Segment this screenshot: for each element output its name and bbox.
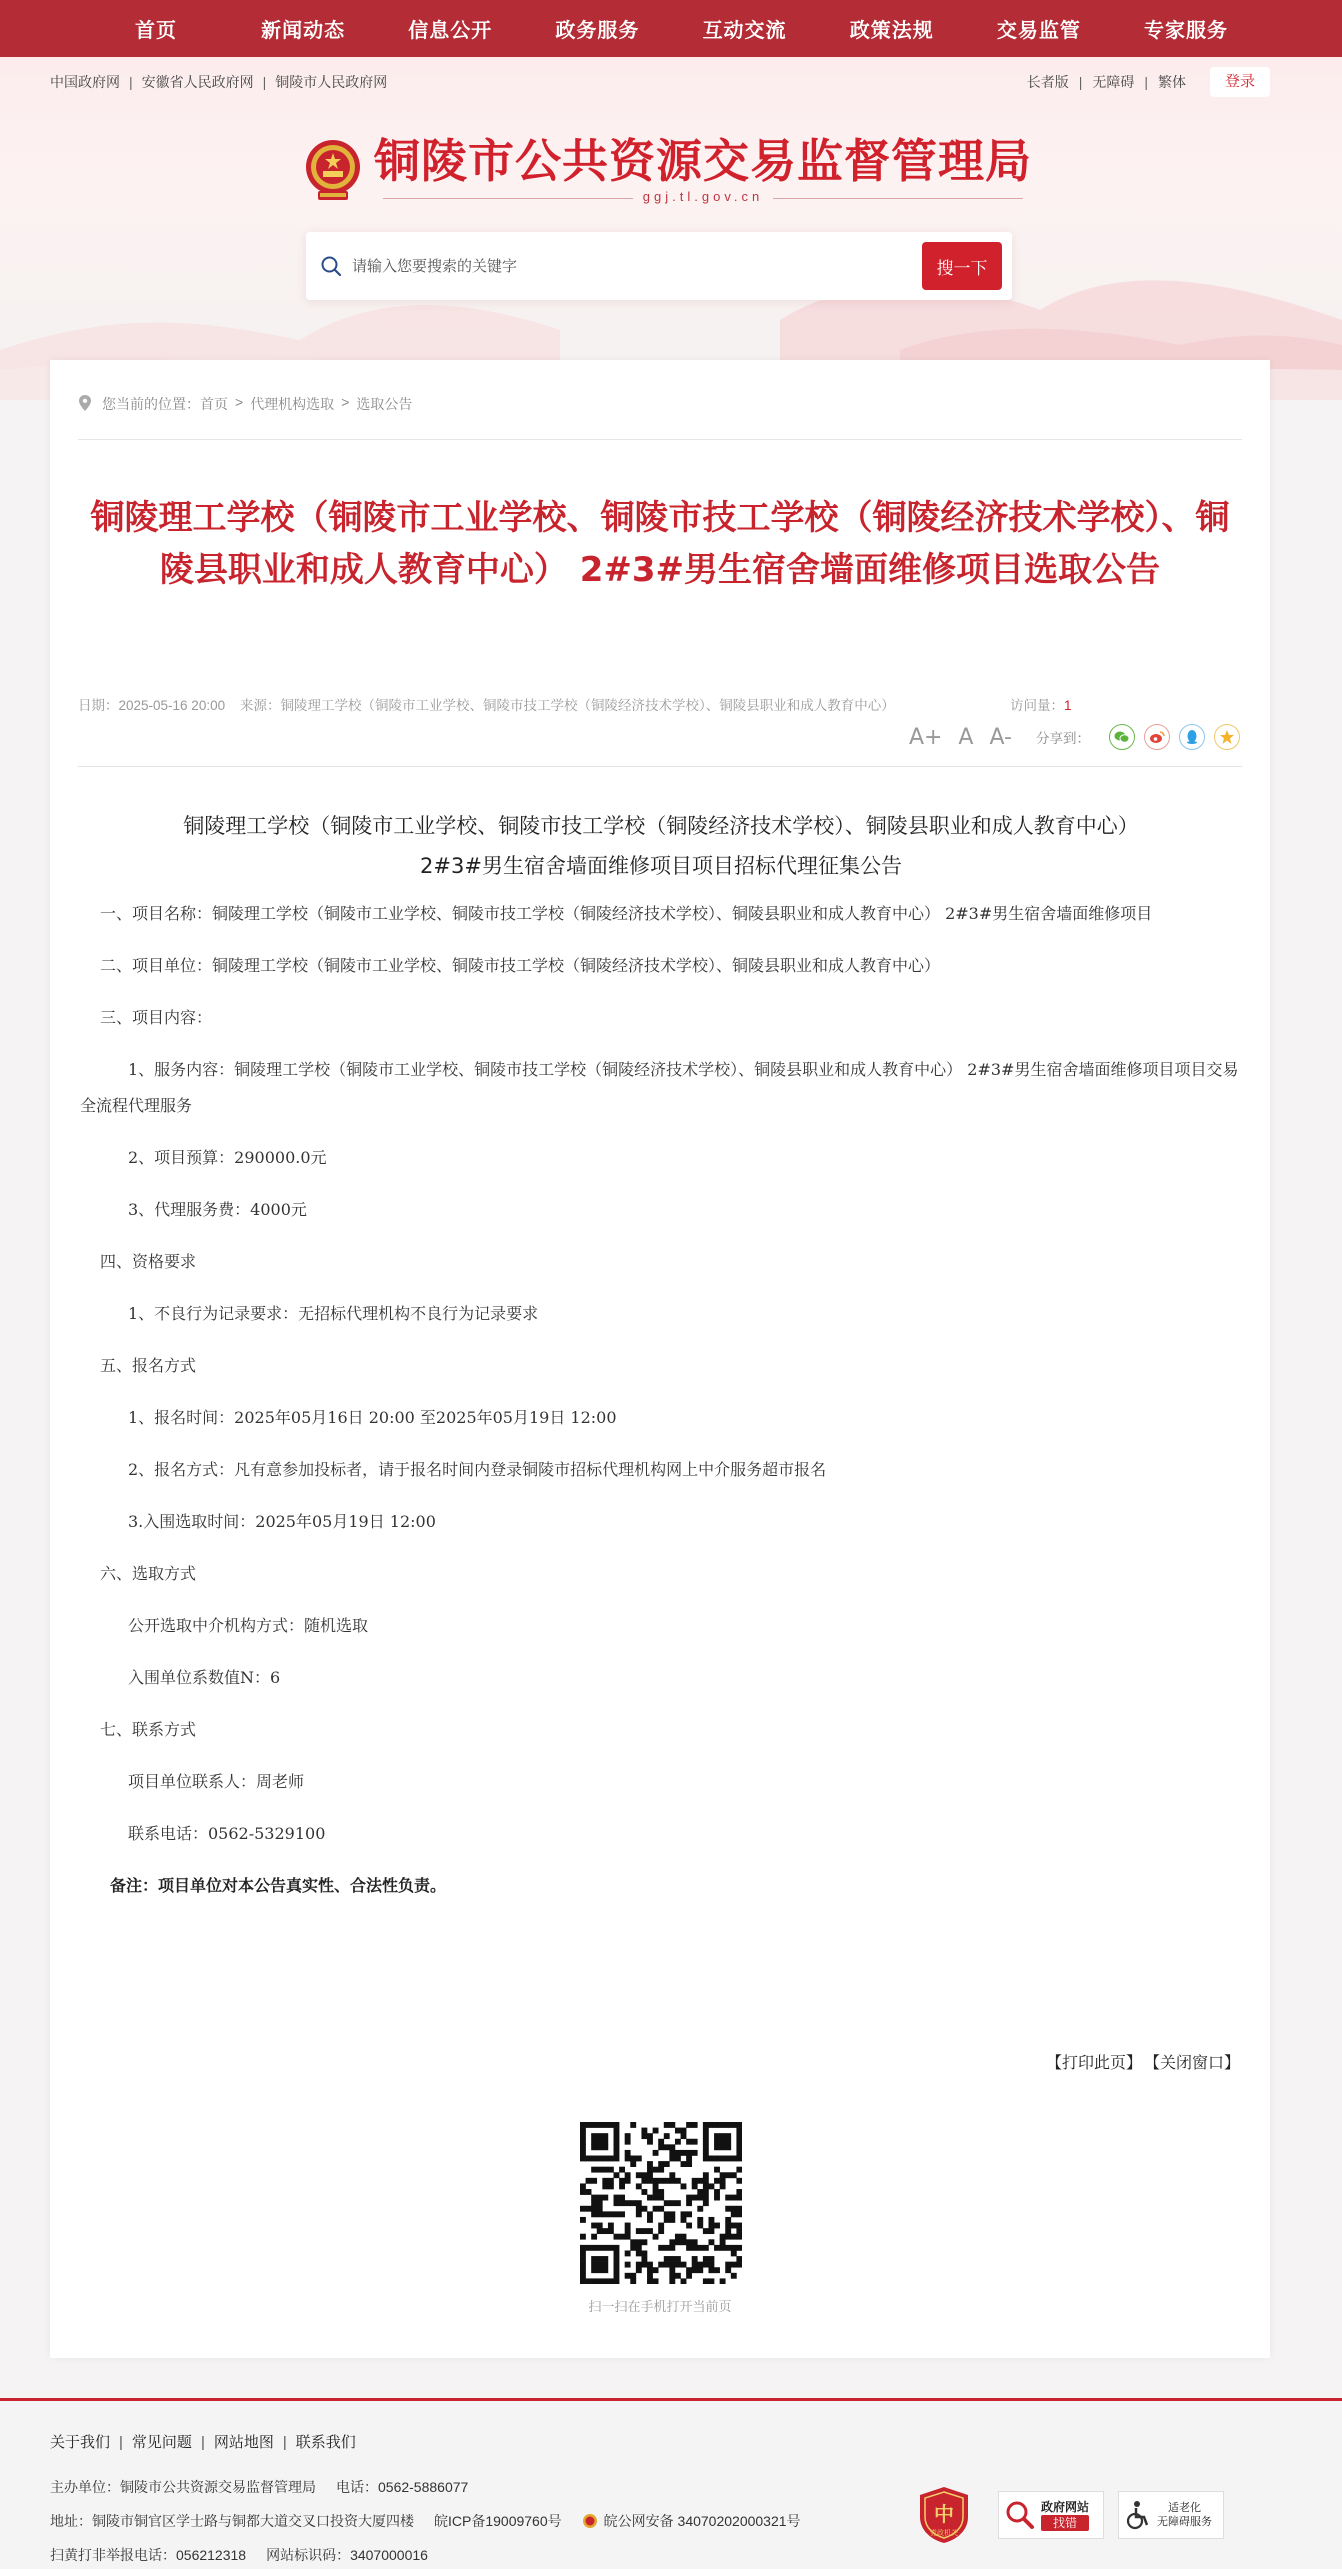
article-card <box>50 360 1270 2358</box>
nav-item-services[interactable]: 政务服务 <box>555 20 640 42</box>
paragraph-selection-time: 3.入围选取时间：2025年05月19日 12:00 <box>128 1512 436 1531</box>
meta-divider <box>78 766 1242 767</box>
font-increase-button[interactable]: A+ <box>908 724 943 750</box>
link-china-gov[interactable]: 中国政府网 <box>50 74 120 90</box>
nav-item-experts[interactable]: 专家服务 <box>1143 20 1228 42</box>
paragraph-selection-mode: 公开选取中介机构方式：随机选取 <box>128 1616 369 1635</box>
footer-address-line <box>50 2511 821 2531</box>
article-subtitle-line-2: 2#3#男生宿舍墙面维修项目项目招标代理征集公告 <box>420 854 902 878</box>
paragraph-coefficient: 入围单位系数值N：6 <box>128 1668 281 1687</box>
paragraph-contact: 七、联系方式 <box>100 1720 197 1739</box>
party-government-badge-icon[interactable] <box>914 2485 974 2545</box>
breadcrumb-agency-selection[interactable]: 代理机构选取 <box>250 396 335 412</box>
nav-item-info[interactable]: 信息公开 <box>408 20 493 42</box>
gov-site-error-badge[interactable] <box>998 2491 1104 2539</box>
site-title: 铜陵市公共资源交易监督管理局 <box>374 134 1032 188</box>
footer-phone: 电话：0562-5886077 <box>336 2479 469 2495</box>
site-domain: ggj.tl.gov.cn <box>383 189 1023 204</box>
paragraph-registration: 五、报名方式 <box>100 1356 197 1375</box>
footer-badges <box>914 2485 1224 2545</box>
paragraph-project-unit: 二、项目单位：铜陵理工学校（铜陵市工业学校、铜陵市技工学校（铜陵经济技术学校）、铜陵县职业和成人教育中心） <box>100 956 941 975</box>
elder-accessibility-badge[interactable] <box>1118 2491 1224 2539</box>
link-elder-mode[interactable]: 长者版 <box>1026 74 1069 90</box>
article-subtitle <box>80 806 1242 886</box>
breadcrumb-selection-notice[interactable]: 选取公告 <box>356 396 413 412</box>
visit-count <box>1010 694 1072 714</box>
footer-address: 地址：铜陵市铜官区学士路与铜都大道交叉口投资大厦四楼 <box>50 2513 414 2529</box>
search-bar <box>306 232 1012 300</box>
breadcrumb-separator: > <box>235 394 244 410</box>
footer-icp[interactable]: 皖ICP备19009760号 <box>434 2513 562 2529</box>
footer-host-line <box>50 2477 488 2497</box>
footer-link-about[interactable]: 关于我们 <box>50 2434 111 2451</box>
gov-site-error-line-2: 找错 <box>1041 2515 1089 2531</box>
search-input[interactable] <box>352 258 922 275</box>
separator: | <box>1144 74 1148 90</box>
footer-host: 主办单位：铜陵市公共资源交易监督管理局 <box>50 2479 316 2495</box>
breadcrumb-separator: > <box>341 394 350 410</box>
location-pin-icon <box>78 394 92 412</box>
qq-share-icon[interactable] <box>1179 724 1205 750</box>
publish-date: 日期：2025-05-16 20:00 <box>78 698 226 713</box>
national-emblem-icon <box>304 137 362 203</box>
site-logo[interactable] <box>304 135 1032 204</box>
utility-links <box>1027 67 1270 97</box>
share-label: 分享到： <box>1036 731 1090 746</box>
close-window-link[interactable]: 【关闭窗口】 <box>1151 2055 1240 2072</box>
paragraph-budget: 2、项目预算：290000.0元 <box>128 1148 327 1167</box>
page-actions <box>1036 2050 1240 2073</box>
search-button[interactable]: 搜一下 <box>922 242 1002 290</box>
qzone-share-icon[interactable] <box>1214 724 1240 750</box>
gov-links <box>50 72 387 92</box>
link-tongling-gov[interactable]: 铜陵市人民政府网 <box>275 74 388 90</box>
elder-badge-line-2: 无障碍服务 <box>1157 2516 1212 2528</box>
magnifier-icon <box>1005 2500 1035 2530</box>
print-page-link[interactable]: 【打印此页】 <box>1045 2055 1142 2072</box>
link-anhui-gov[interactable]: 安徽省人民政府网 <box>141 74 254 90</box>
qr-caption: 扫一扫在手机打开当前页 <box>588 2299 732 2314</box>
separator: | <box>262 74 267 90</box>
footer-site-code: 网站标识码：3407000016 <box>266 2547 428 2563</box>
main-nav <box>0 0 1342 57</box>
police-badge-icon <box>582 2513 598 2529</box>
footer-report: 扫黄打非举报电话：056212318 <box>50 2547 247 2563</box>
nav-item-home[interactable]: 首页 <box>135 20 177 42</box>
paragraph-selection-method: 六、选取方式 <box>100 1564 197 1583</box>
breadcrumb-prefix: 您当前的位置： <box>102 396 200 412</box>
font-decrease-button[interactable]: A- <box>989 724 1012 750</box>
paragraph-registration-method: 2、报名方式：凡有意参加投标者，请于报名时间内登录铜陵市招标代理机构网上中介服务超市报名 <box>128 1460 827 1479</box>
separator: | <box>129 74 133 90</box>
elder-badge-line-1: 适老化 <box>1168 2502 1201 2514</box>
wechat-share-icon[interactable] <box>1109 724 1135 750</box>
breadcrumb <box>78 394 1242 440</box>
paragraph-contact-person: 项目单位联系人：周老师 <box>128 1772 305 1791</box>
svg-text:中: 中 <box>934 2502 954 2526</box>
qr-code <box>580 2122 742 2284</box>
paragraph-project-name: 一、项目名称：铜陵理工学校（铜陵市工业学校、铜陵市技工学校（铜陵经济技术学校）、铜陵县职业和成人教育中心） 2#3#男生宿舍墙面维修项目 <box>100 904 1153 923</box>
article-body <box>80 806 1242 1920</box>
footer-police-record[interactable]: 皖公网安备 34070202000321号 <box>603 2513 801 2529</box>
breadcrumb-home[interactable]: 首页 <box>200 396 228 412</box>
paragraph-note: 备注：项目单位对本公告真实性、合法性负责。 <box>110 1876 447 1895</box>
paragraph-qualification: 四、资格要求 <box>100 1252 197 1271</box>
separator: | <box>282 2434 287 2451</box>
footer-link-faq[interactable]: 常见问题 <box>131 2434 192 2451</box>
footer-link-sitemap[interactable]: 网站地图 <box>213 2434 274 2451</box>
article-subtitle-line-1: 铜陵理工学校（铜陵市工业学校、铜陵市技工学校（铜陵经济技术学校）、铜陵县职业和成人教育中心） <box>183 814 1139 838</box>
article-meta <box>78 694 1242 714</box>
paragraph-registration-time: 1、报名时间：2025年05月16日 20:00 至2025年05月19日 12:00 <box>128 1408 617 1427</box>
separator: | <box>200 2434 205 2451</box>
footer-link-contact[interactable]: 联系我们 <box>295 2434 356 2451</box>
page-title: 铜陵理工学校（铜陵市工业学校、铜陵市技工学校（铜陵经济技术学校）、铜陵县职业和成人教育中心） 2#3#男生宿舍墙面维修项目选取公告 <box>90 498 1230 590</box>
article-tools <box>901 724 1240 750</box>
nav-item-supervision[interactable]: 交易监管 <box>996 20 1081 42</box>
footer-links <box>50 2431 356 2452</box>
nav-item-news[interactable]: 新闻动态 <box>261 20 346 42</box>
link-accessibility[interactable]: 无障碍 <box>1092 74 1135 90</box>
footer-report-line <box>50 2545 448 2565</box>
site-footer <box>0 2398 1342 2569</box>
search-icon <box>320 255 342 277</box>
article-source: 来源：铜陵理工学校（铜陵市工业学校、铜陵市技工学校（铜陵经济技术学校）、铜陵县职业和成人教育中心） <box>240 698 895 713</box>
font-reset-button[interactable]: A <box>958 724 974 750</box>
weibo-share-icon[interactable] <box>1144 724 1170 750</box>
nav-item-policy[interactable]: 政策法规 <box>849 20 934 42</box>
paragraph-service-fee: 3、代理服务费：4000元 <box>128 1200 307 1219</box>
login-button[interactable]: 登录 <box>1210 67 1270 97</box>
separator: | <box>1078 74 1083 90</box>
party-badge-label: 党政机关 <box>930 2529 958 2537</box>
paragraph-contact-phone: 联系电话：0562-5329100 <box>128 1824 326 1843</box>
paragraph-project-content: 三、项目内容： <box>100 1008 213 1027</box>
link-traditional[interactable]: 繁体 <box>1158 74 1186 90</box>
separator: | <box>119 2434 123 2451</box>
visit-count-label: 访问量： <box>1010 698 1064 713</box>
nav-item-interaction[interactable]: 互动交流 <box>702 20 787 42</box>
visit-count-value: 1 <box>1064 698 1072 713</box>
paragraph-record-requirement: 1、不良行为记录要求：无招标代理机构不良行为记录要求 <box>128 1304 539 1323</box>
wheelchair-icon <box>1125 2500 1151 2530</box>
paragraph-service-content: 1、服务内容：铜陵理工学校（铜陵市工业学校、铜陵市技工学校（铜陵经济技术学校）、铜陵县职业和成人教育中心） 2#3#男生宿舍墙面维修项目项目交易全流程代理服务 <box>80 1060 1239 1115</box>
gov-site-error-line-1: 政府网站 <box>1041 2500 1090 2514</box>
